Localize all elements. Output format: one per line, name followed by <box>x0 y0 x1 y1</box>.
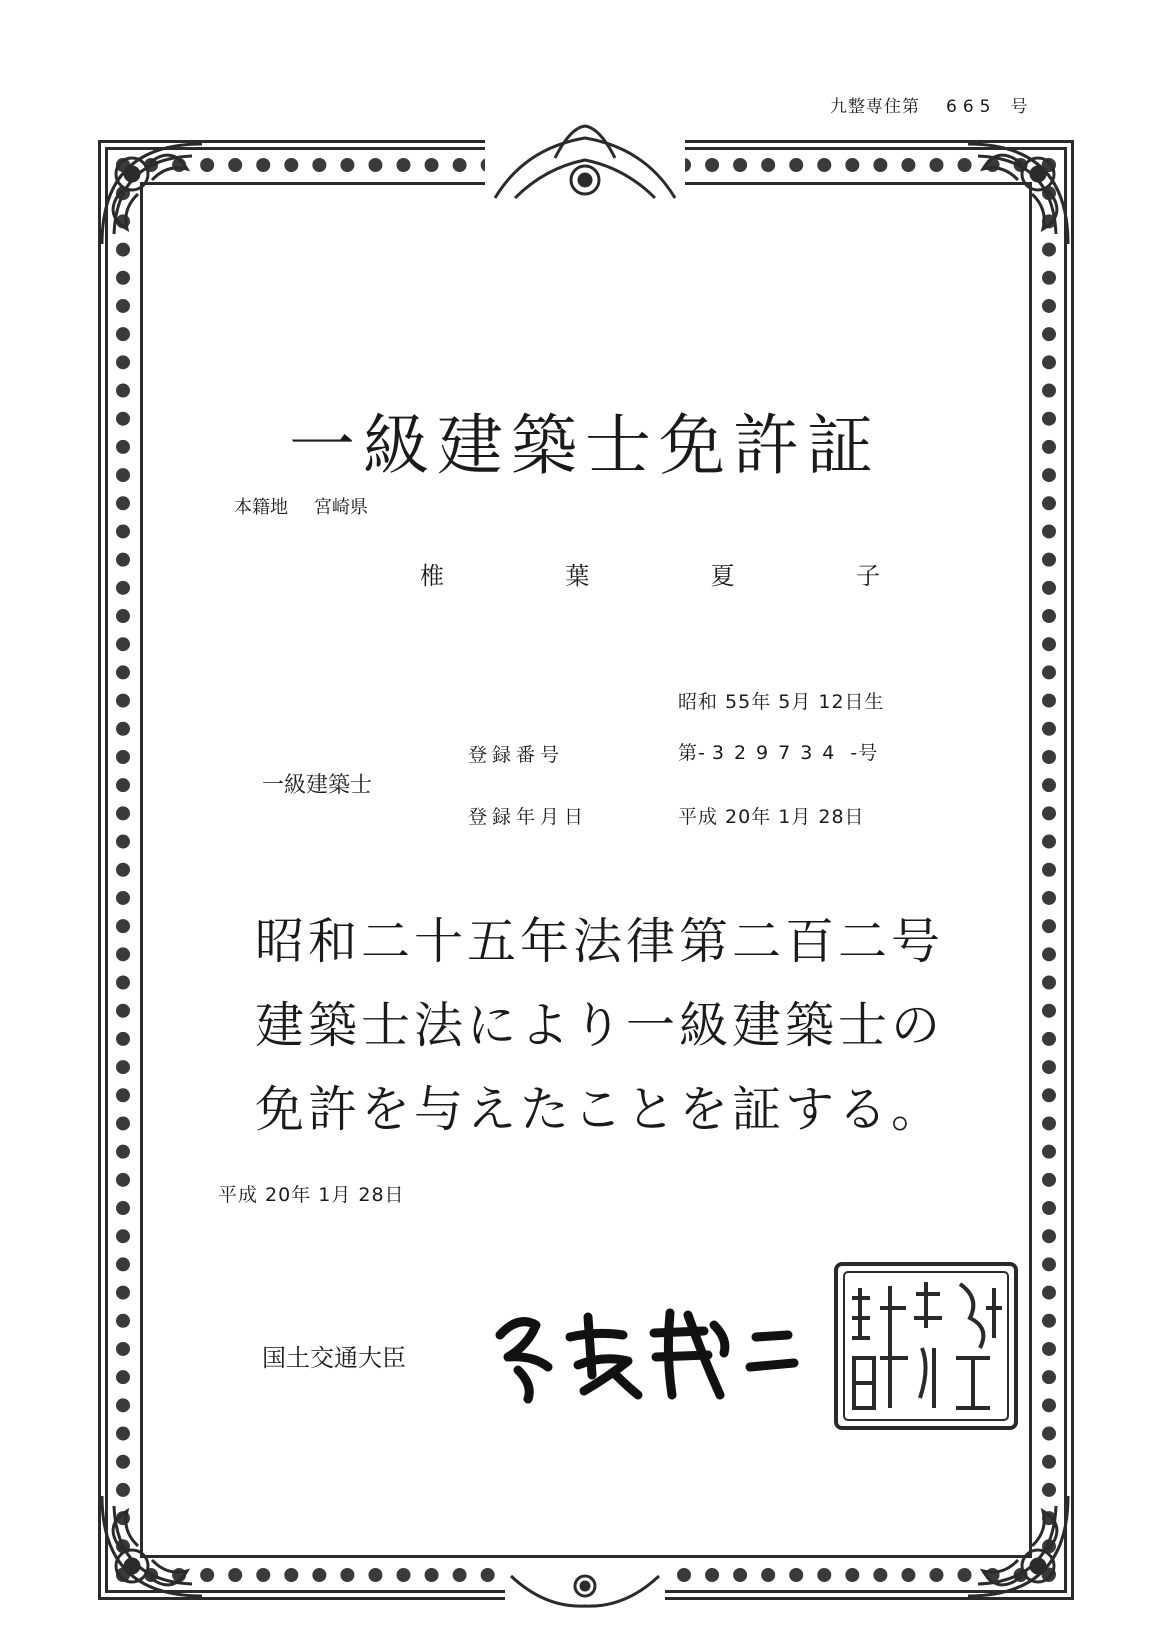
domicile-value: 宮崎県 <box>314 497 368 518</box>
registration-number-value: 329734 <box>711 742 845 764</box>
registration-number <box>678 738 878 765</box>
registration-date: 平成 20年 1月 28日 <box>678 806 865 828</box>
minister-title: 国土交通大臣 <box>262 1344 406 1372</box>
holder-name-char: 夏 <box>710 562 735 590</box>
holder-name-char: 椎 <box>420 562 444 590</box>
issue-date: 平成 20年 1月 28日 <box>218 1184 405 1206</box>
qualification-label: 一級建築士 <box>262 773 373 798</box>
statement-line: 免許を与えたことを証する。 <box>255 1081 945 1138</box>
registration-number-label: 登録番号 <box>468 744 565 766</box>
corner-ornament-icon <box>92 1486 212 1606</box>
registration-number-prefix: 第- <box>678 742 706 764</box>
document-number-suffix: 号 <box>1010 97 1029 117</box>
birth-date: 昭和 55年 5月 12日生 <box>678 691 885 713</box>
crest-ornament-icon <box>505 1568 665 1612</box>
statement-line: 昭和二十五年法律第二百二号 <box>255 913 945 970</box>
corner-ornament-icon <box>958 134 1078 254</box>
document-number <box>830 92 1028 117</box>
crest-ornament-icon <box>485 118 685 213</box>
holder-name-char: 子 <box>855 562 880 590</box>
corner-ornament-icon <box>958 1486 1078 1606</box>
document-number-prefix: 九整専住第 <box>830 97 920 117</box>
holder-name-char: 葉 <box>565 562 590 590</box>
domicile-label: 本籍地 <box>234 497 288 518</box>
document-number-value: 665 <box>946 97 997 117</box>
certificate-title: 一級建築士免許証 <box>289 407 881 485</box>
registration-number-suffix: -号 <box>850 742 879 764</box>
holder-name <box>420 556 880 591</box>
registration-date-label: 登録年月日 <box>468 806 589 828</box>
corner-ornament-icon <box>92 134 212 254</box>
official-seal-icon <box>830 1258 1022 1434</box>
certification-statement <box>255 900 955 1152</box>
statement-line: 建築士法により一級建築士の <box>255 997 945 1054</box>
domicile-row <box>234 493 368 519</box>
signature-icon <box>488 1295 818 1405</box>
